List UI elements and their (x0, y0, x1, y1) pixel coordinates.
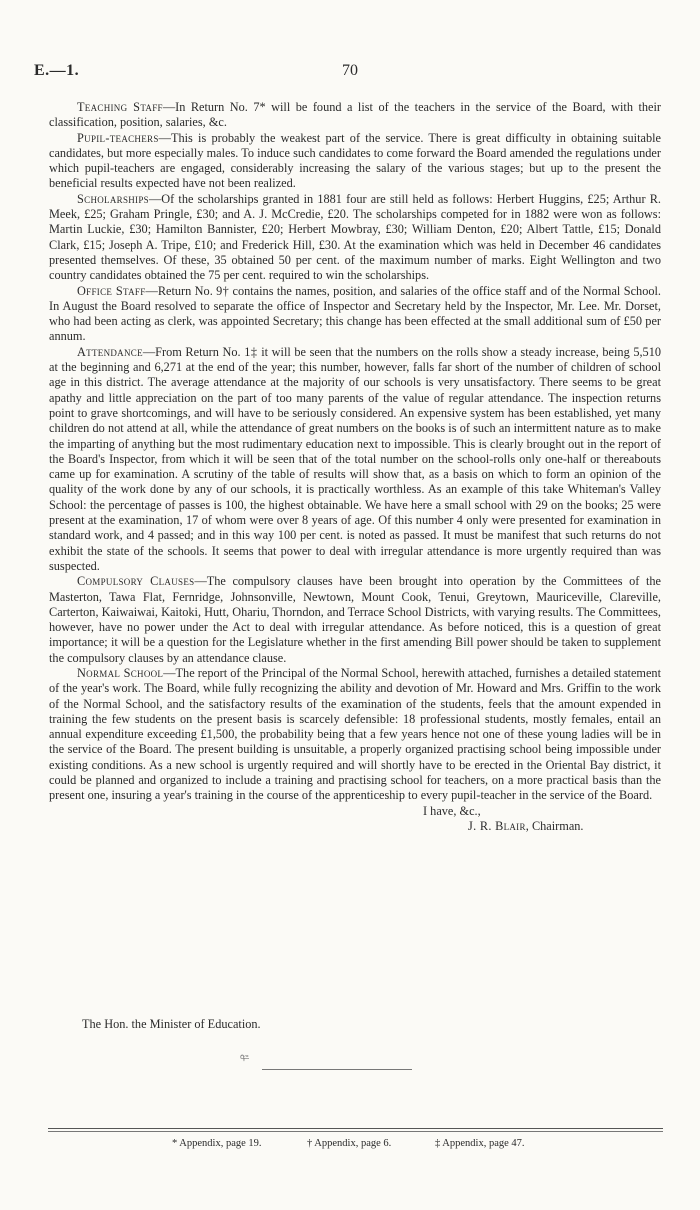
paragraph-text: —In Return No. 7* will be found a list of the teachers in the service of the Board, with their classification, position, salaries, &c. (49, 100, 661, 130)
addressee: The Hon. the Minister of Education. (82, 1017, 261, 1031)
paragraph-heading: Compulsory Clauses (77, 574, 195, 589)
paragraph-heading: Office Staff (77, 283, 146, 298)
paragraph-heading: Attendance (77, 344, 143, 359)
paragraph-text: —This is probably the weakest part of the service. There is great difficulty in obtaining suitable candidates, but more especially males. To induce such candidates to come forward the Board amended the regulations under which pupil-teachers are engaged, considerably increasing the salary of the various stages; but up to the present the beneficial results expected have not been realized. (49, 130, 661, 191)
paragraph-normal-school (49, 666, 661, 804)
footnote-rule (48, 1128, 663, 1129)
paragraph-compulsory-clauses (49, 574, 661, 666)
paragraph-heading: Pupil-teachers (77, 130, 159, 145)
closing-rule (262, 1069, 412, 1070)
stray-mark: ᢡ (240, 1054, 250, 1064)
footnote-1: * Appendix, page 19. (172, 1138, 262, 1149)
paragraph-teaching-staff (49, 100, 661, 131)
paragraph-heading: Teaching Staff (77, 100, 163, 114)
signatory-name: J. R. Blair (468, 818, 526, 833)
paragraph-scholarships (49, 192, 661, 284)
footnote-3: ‡ Appendix, page 47. (435, 1138, 525, 1149)
paragraph-text: —Of the scholarships granted in 1881 four are still held as follows: Herbert Huggins, £25; Arthur R. Meek, £25; Graham Pringle, £30; and A. J. McCredie, £20. The scholarships competed for in 1882 were won as follows: Martin Luckie, £30; Hamilton Bannister, £20; Herbert Mowbray, £30; William Denton, £20; Albert Tattle, £15; Donald Clark, £15; Joseph A. Tripe, £10; and Frederick Hill, £30. At the examination which was held in December 46 candidates presented themselves. Of these, 35 obtained 50 per cent. of the maximum number of marks. Eight Wellington and two country candidates obtained the 75 per cent. required to win the scholarships. (49, 191, 661, 283)
report-code: E.—1. (34, 62, 80, 79)
signature-block (49, 804, 661, 835)
paragraph-text: —From Return No. 1‡ it will be seen that the numbers on the rolls show a steady increase, being 5,510 at the beginning and 6,271 at the end of the year; this number, however, falls far short of the number of children of school age in this district. The average attendance at the majority of our schools is very unsatisfactory. There seems to be great apathy and little appreciation on the part of too many parents of the value of regular attendance. The inspection returns point to grave shortcomings, and will have to be seriously considered. An expensive system has been established, yet many children do not attend at all, while the attendance of great numbers on the books is of such an intermittent nature as to make the imparting of anything but the most rudimentary education next to impossible. This is clearly brought out in the report of the Board's Inspector, from which it will be seen that of the total number on the school-rolls only one-half or thereabouts came up for examination. A scrutiny of the table of results will show that, as a basis on which to form an opinion of the quality of the work done by any of our schools, it is practically worthless. As an example of this take Whiteman's Valley School: the percentage of passes is 100, the highest obtainable. We have here a small school with 29 on the books; 25 were present at the examination, 17 of whom were over 8 years of age. Of this number 4 only were presented for examination in standard work, and 4 passed; and in this way 100 per cent. is noted as passed. It must be manifest that such returns do not exhibit the state of the schools. It seems that power to deal with irregular attendance is more urgently required than was suspected. (49, 344, 661, 573)
signatory-title: , Chairman. (525, 818, 584, 833)
signatory (49, 819, 661, 834)
paragraph-pupil-teachers (49, 131, 661, 192)
paragraph-heading: Scholarships (77, 191, 149, 206)
page-number: 70 (342, 62, 358, 79)
paragraph-office-staff (49, 284, 661, 345)
footnote-rule-secondary (48, 1131, 663, 1132)
paragraph-text: —Return No. 9† contains the names, position, and salaries of the office staff and of the Normal School. In August the Board resolved to separate the office of Inspector and Secretary held by the Inspector, Mr. Lee. Mr. Dorset, who had been acting as clerk, was appointed Secretary; this change has been effected at the small additional sum of £50 per annum. (49, 283, 661, 344)
paragraph-text: —The report of the Principal of the Normal School, herewith attached, furnishes a detailed statement of the year's work. The Board, while fully recognizing the ability and devotion of Mr. Howard and Mrs. Griffin to the work of the Normal School, and the satisfactory results of the examination of the students, feels that the amount expended in training the few students on the present basis is scarcely defensible: 18 professional students, mostly females, entail an annual expenditure exceeding £1,500, the probability being that a few years hence not one of these young ladies will be in the service of the Board. The present building is unsuitable, a properly organized practising school being impossible under existing conditions. As a new school is urgently required and will shortly have to be erected in the Oriental Bay district, it could be planned and organized to include a training and practising school for teachers, on a more practical basis than the present one, insuring a year's training in the course of the apprenticeship to every pupil-teacher in the service of the Board. (49, 665, 661, 803)
report-body (49, 100, 661, 834)
footnote-2: † Appendix, page 6. (307, 1138, 392, 1149)
paragraph-heading: Normal School (77, 665, 164, 680)
paragraph-attendance (49, 345, 661, 574)
closing-line: I have, &c., (423, 803, 481, 818)
paragraph-text: —The compulsory clauses have been brought into operation by the Committees of the Masterton, Tawa Flat, Fernridge, Johnsonville, Newtown, Mount Cook, Tenui, Greytown, Mauriceville, Clareville, Carterton, Kaiwaiwai, Kaitoki, Hutt, Ohariu, Thorndon, and Terrace School Districts, with varying results. The Committees, however, have no power under the Act to deal with irregular attendance. As before noticed, this is a question of great importance; it will be a question for the Legislature whether in the first amending Bill power should be taken to supplement the compulsory clauses by an attendance clause. (49, 574, 661, 665)
